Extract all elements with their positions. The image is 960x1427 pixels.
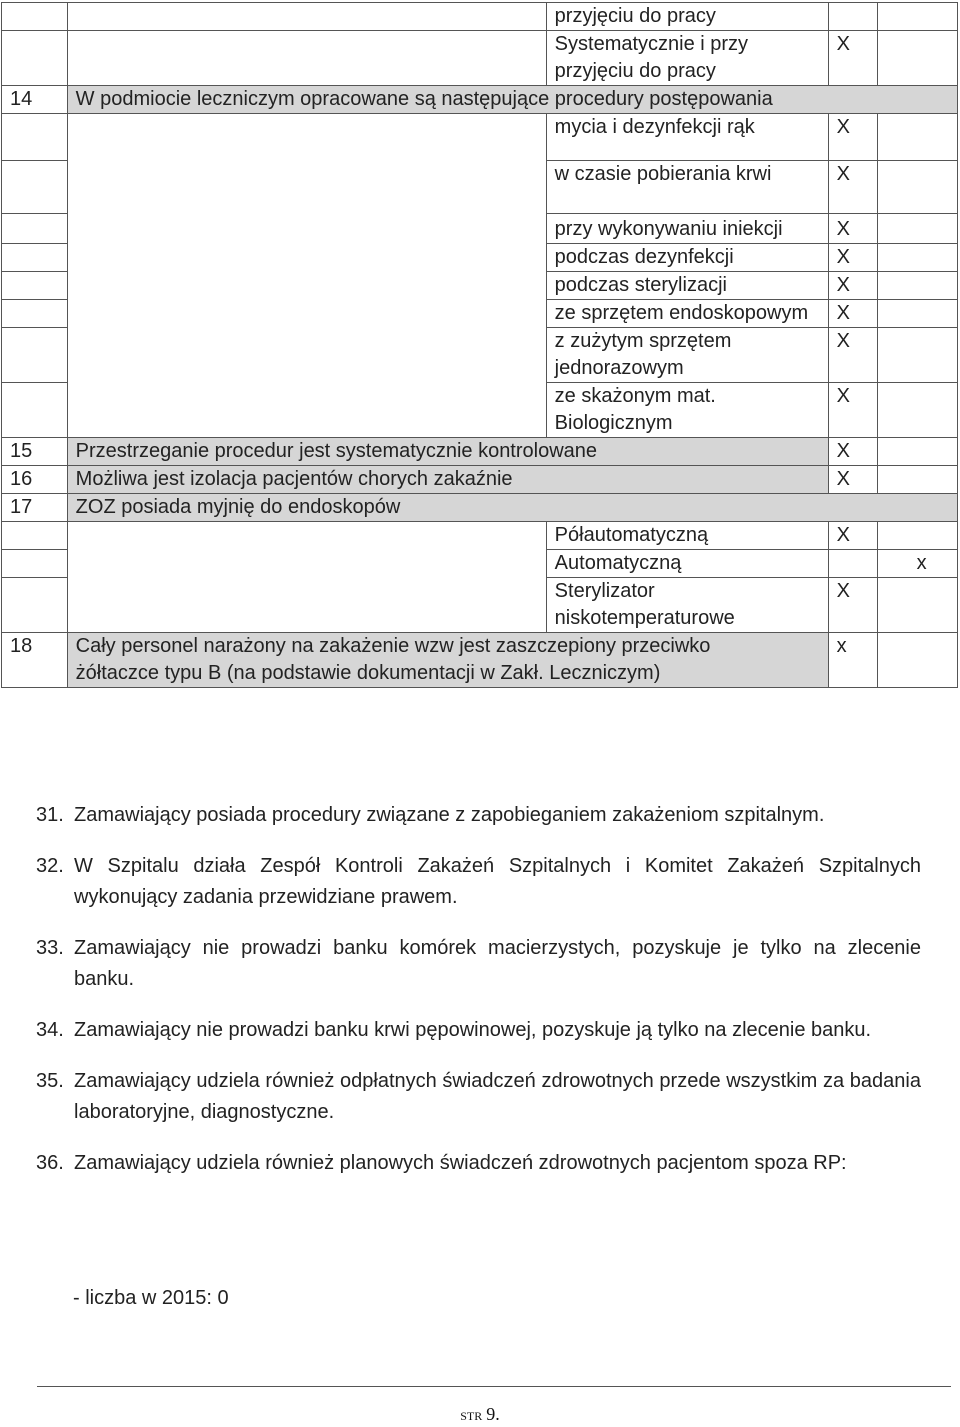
- option-no-mark: [878, 522, 958, 550]
- row-option: Systematycznie i przy przyjęciu do pracy: [546, 31, 828, 86]
- row-number: [2, 244, 68, 272]
- question-row-18: [2, 633, 958, 688]
- row-no-mark: [878, 3, 958, 31]
- question-row-16: [2, 466, 958, 494]
- option-yes-mark: X: [828, 383, 878, 438]
- option-row: [2, 522, 958, 550]
- option-no-mark: [878, 272, 958, 300]
- row-number: [2, 214, 68, 244]
- option-no-mark: [878, 214, 958, 244]
- option-label: podczas sterylizacji: [546, 272, 828, 300]
- paragraph-31: [36, 800, 921, 831]
- question-row-17: [2, 494, 958, 522]
- option-yes-mark: X: [828, 522, 878, 550]
- paragraph-text: Zamawiający udziela również odpłatnych świadczeń zdrowotnych przede wszystkim za badania laboratoryjne, diagnostyczne.: [74, 1070, 921, 1123]
- question-no-mark: [878, 438, 958, 466]
- paragraph-text: Zamawiający posiada procedury związane z zapobieganiem zakażeniom szpitalnym.: [74, 804, 825, 826]
- paragraph-34: [36, 1015, 921, 1046]
- option-label: Półautomatyczną: [546, 522, 828, 550]
- option-yes-mark: X: [828, 161, 878, 214]
- question-row-15: [2, 438, 958, 466]
- question-number: 17: [2, 494, 68, 522]
- question-no-mark: [878, 633, 958, 688]
- row-question: [67, 31, 546, 86]
- paragraph-number: 33.: [36, 937, 64, 959]
- option-label: w czasie pobierania krwi: [546, 161, 828, 214]
- option-no-mark: [878, 328, 958, 383]
- option-no-mark: [878, 300, 958, 328]
- question-text: Przestrzeganie procedur jest systematycznie kontrolowane: [67, 438, 828, 466]
- question-yes-mark: x: [828, 633, 878, 688]
- question-number: 15: [2, 438, 68, 466]
- question-row-14: [2, 86, 958, 114]
- row-number: [2, 328, 68, 383]
- paragraph-number: 32.: [36, 855, 64, 877]
- option-no-mark: x: [878, 550, 958, 578]
- row-number: [2, 522, 68, 550]
- option-yes-mark: X: [828, 300, 878, 328]
- option-label: ze skażonym mat. Biologicznym: [546, 383, 828, 438]
- option-yes-mark: X: [828, 272, 878, 300]
- procedures-table: [1, 2, 958, 688]
- question-yes-mark: X: [828, 466, 878, 494]
- row-number: [2, 550, 68, 578]
- stat-line: - liczba w 2015: 0: [73, 1287, 229, 1309]
- page-number: 9.: [486, 1404, 500, 1424]
- option-yes-mark: X: [828, 578, 878, 633]
- paragraph-text: Zamawiający nie prowadzi banku krwi pępowinowej, pozyskuje ją tylko na zlecenie banku.: [74, 1019, 872, 1041]
- option-label: przy wykonywaniu iniekcji: [546, 214, 828, 244]
- row-question: [67, 3, 546, 31]
- paragraph-text: W Szpitalu działa Zespół Kontroli Zakażeń Szpitalnych i Komitet Zakażeń Szpitalnych wykonujący zadania przewidziane prawem.: [74, 855, 921, 908]
- option-no-mark: [878, 114, 958, 161]
- row-yes-mark: X: [828, 31, 878, 86]
- option-yes-mark: X: [828, 328, 878, 383]
- option-yes-mark: [828, 550, 878, 578]
- option-label: Automatyczną: [546, 550, 828, 578]
- question-text: ZOZ posiada myjnię do endoskopów: [67, 494, 957, 522]
- row-number: [2, 383, 68, 438]
- table-row: [2, 3, 958, 31]
- option-no-mark: [878, 383, 958, 438]
- question-number: 18: [2, 633, 68, 688]
- row-number: [2, 3, 68, 31]
- option-yes-mark: X: [828, 214, 878, 244]
- paragraph-35: [36, 1066, 921, 1128]
- row-number: [2, 114, 68, 161]
- option-yes-mark: X: [828, 114, 878, 161]
- paragraph-number: 36.: [36, 1152, 64, 1174]
- row-number: [2, 578, 68, 633]
- row-no-mark: [878, 31, 958, 86]
- paragraph-number: 34.: [36, 1019, 64, 1041]
- option-no-mark: [878, 578, 958, 633]
- paragraph-text: Zamawiający udziela również planowych świadczeń zdrowotnych pacjentom spoza RP:: [74, 1152, 847, 1174]
- option-label: Sterylizator niskotemperaturowe: [546, 578, 828, 633]
- page-footer: [0, 1404, 960, 1425]
- option-label: mycia i dezynfekcji rąk: [546, 114, 828, 161]
- numbered-paragraphs: [36, 800, 921, 1199]
- row-number: [2, 31, 68, 86]
- paragraph-number: 31.: [36, 804, 64, 826]
- option-label: podczas dezynfekcji: [546, 244, 828, 272]
- page-label: STR: [460, 1409, 483, 1423]
- option-row: [2, 114, 958, 161]
- option-yes-mark: X: [828, 244, 878, 272]
- paragraph-33: [36, 933, 921, 995]
- paragraph-36: [36, 1148, 921, 1179]
- row-yes-mark: [828, 3, 878, 31]
- question-text: W podmiocie leczniczym opracowane są następujące procedury postępowania: [67, 86, 957, 114]
- paragraph-number: 35.: [36, 1070, 64, 1092]
- paragraph-32: [36, 851, 921, 913]
- question-number: 14: [2, 86, 68, 114]
- option-no-mark: [878, 161, 958, 214]
- option-label: z zużytym sprzętem jednorazowym: [546, 328, 828, 383]
- paragraph-text: Zamawiający nie prowadzi banku komórek macierzystych, pozyskuje je tylko na zlecenie banku.: [74, 937, 921, 990]
- question-text: Możliwa jest izolacja pacjentów chorych zakaźnie: [67, 466, 828, 494]
- row-number: [2, 300, 68, 328]
- question-number: 16: [2, 466, 68, 494]
- row-number: [2, 272, 68, 300]
- option-spacer: [67, 522, 546, 633]
- question-text: Cały personel narażony na zakażenie wzw jest zaszczepiony przeciwko żółtaczce typu B (na podstawie dokumentacji w Zakł. Leczniczym): [67, 633, 828, 688]
- option-spacer: [67, 114, 546, 438]
- option-no-mark: [878, 244, 958, 272]
- option-label: ze sprzętem endoskopowym: [546, 300, 828, 328]
- question-no-mark: [878, 466, 958, 494]
- row-option: przyjęciu do pracy: [546, 3, 828, 31]
- row-number: [2, 161, 68, 214]
- question-yes-mark: X: [828, 438, 878, 466]
- table-row: [2, 31, 958, 86]
- footer-divider: [37, 1386, 951, 1387]
